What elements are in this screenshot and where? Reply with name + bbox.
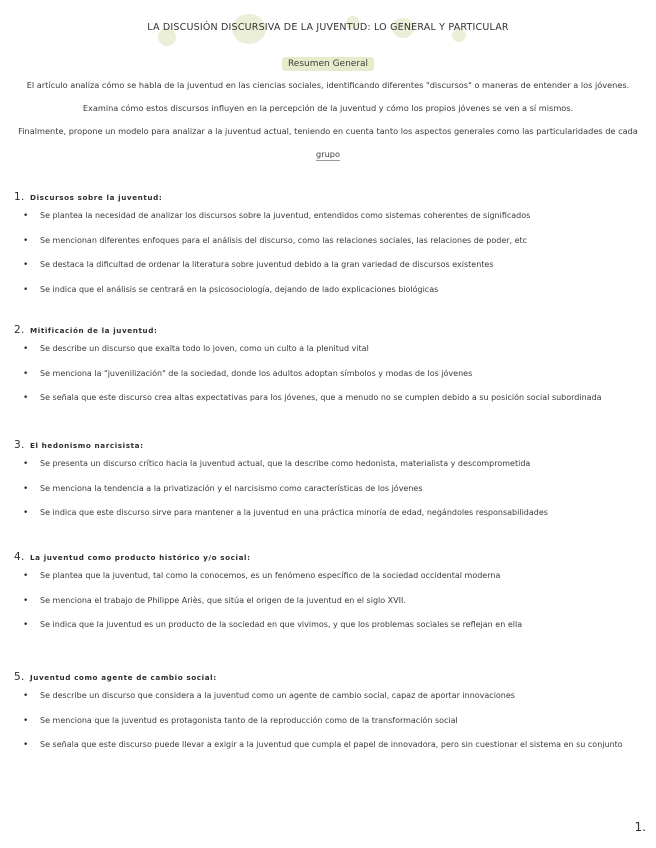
section-heading [14, 670, 644, 684]
section-heading [14, 438, 644, 452]
bullet-list [14, 564, 644, 638]
section-5 [14, 670, 644, 758]
summary-paragraph: Finalmente, propone un modelo para analizar a la juventud actual, teniendo en cuenta tanto los aspectos generales como las particularidades de cada [18, 126, 638, 136]
list-item: • Se plantea la necesidad de analizar los discursos sobre la juventud, entendidos como sistemas coherentes de significados [14, 204, 644, 229]
summary-word: grupo [316, 149, 340, 159]
section-number: 1. [14, 191, 25, 203]
list-item: • Se presenta un discurso crítico hacia la juventud actual, que la describe como hedonista, materialista y descomprometida [14, 452, 644, 477]
page-title: LA DISCUSIÓN DISCURSIVA DE LA JUVENTUD: LO GENERAL Y PARTICULAR [147, 22, 509, 33]
section-title: Mitificación de la juventud: [30, 325, 158, 335]
subtitle-wrap [0, 51, 656, 71]
summary-paragraph: El artículo analiza cómo se habla de la juventud en las ciencias sociales, identificando diferentes "discursos" o maneras de entender a los jóvenes. [26, 80, 630, 90]
list-item: • Se menciona la "juvenilización" de la sociedad, donde los adultos adoptan símbolos y modas de los jóvenes [14, 362, 644, 387]
section-title: La juventud como producto histórico y/o social: [30, 552, 251, 562]
section-heading [14, 190, 644, 204]
list-item: • Se plantea que la juventud, tal como la conocemos, es un fenómeno específico de la sociedad occidental moderna [14, 564, 644, 589]
section-title: Discursos sobre la juventud: [30, 192, 163, 202]
list-item: • Se destaca la dificultad de ordenar la literatura sobre juventud debido a la gran variedad de discursos existentes [14, 253, 644, 278]
section-number: 3. [14, 439, 25, 451]
bullet-list [14, 204, 644, 302]
page-number: 1. [634, 820, 646, 834]
list-item: • Se menciona la tendencia a la privatización y el narcisismo como características de los jóvenes [14, 477, 644, 502]
bullet-list [14, 337, 644, 411]
section-number: 5. [14, 671, 25, 683]
section-heading [14, 550, 644, 564]
list-item: • Se señala que este discurso puede llevar a exigir a la juventud que cumpla el papel de innovadora, pero sin cuestionar el sistema en su conjunto [14, 733, 644, 758]
list-item: • Se indica que este discurso sirve para mantener a la juventud en una práctica minoría de edad, negándoles responsabilidades [14, 501, 644, 526]
section-3 [14, 438, 644, 526]
section-2 [14, 323, 644, 411]
list-item: • Se señala que este discurso crea altas expectativas para los jóvenes, que a menudo no se cumplen debido a su posición social subordinada [14, 386, 644, 411]
bullet-list [14, 684, 644, 758]
list-item: • Se menciona que la juventud es protagonista tanto de la reproducción como de la transformación social [14, 709, 644, 734]
section-title: El hedonismo narcisista: [30, 440, 144, 450]
section-number: 4. [14, 551, 25, 563]
list-item: • Se describe un discurso que considera a la juventud como un agente de cambio social, capaz de aportar innovaciones [14, 684, 644, 709]
list-item: • Se describe un discurso que exalta todo lo joven, como un culto a la plenitud vital [14, 337, 644, 362]
summary-paragraph: Examina cómo estos discursos influyen en la percepción de la juventud y cómo los propios jóvenes se ven a sí mismos. [82, 103, 574, 113]
list-item: • Se indica que la juventud es un producto de la sociedad en que vivimos, y que los problemas sociales se reflejan en ella [14, 613, 644, 638]
section-heading [14, 323, 644, 337]
section-4 [14, 550, 644, 638]
section-number: 2. [14, 324, 25, 336]
section-title: Juventud como agente de cambio social: [30, 672, 217, 682]
list-item: • Se mencionan diferentes enfoques para el análisis del discurso, como las relaciones sociales, las relaciones de poder, etc [14, 229, 644, 254]
list-item: • Se menciona el trabajo de Philippe Ariès, que sitúa el origen de la juventud en el siglo XVII. [14, 589, 644, 614]
list-item: • Se indica que el análisis se centrará en la psicosociología, dejando de lado explicaciones biológicas [14, 278, 644, 303]
summary-paragraph [14, 143, 642, 166]
bullet-list [14, 452, 644, 526]
section-1 [14, 190, 644, 302]
page-subtitle: Resumen General [282, 57, 374, 71]
summary [14, 74, 642, 166]
